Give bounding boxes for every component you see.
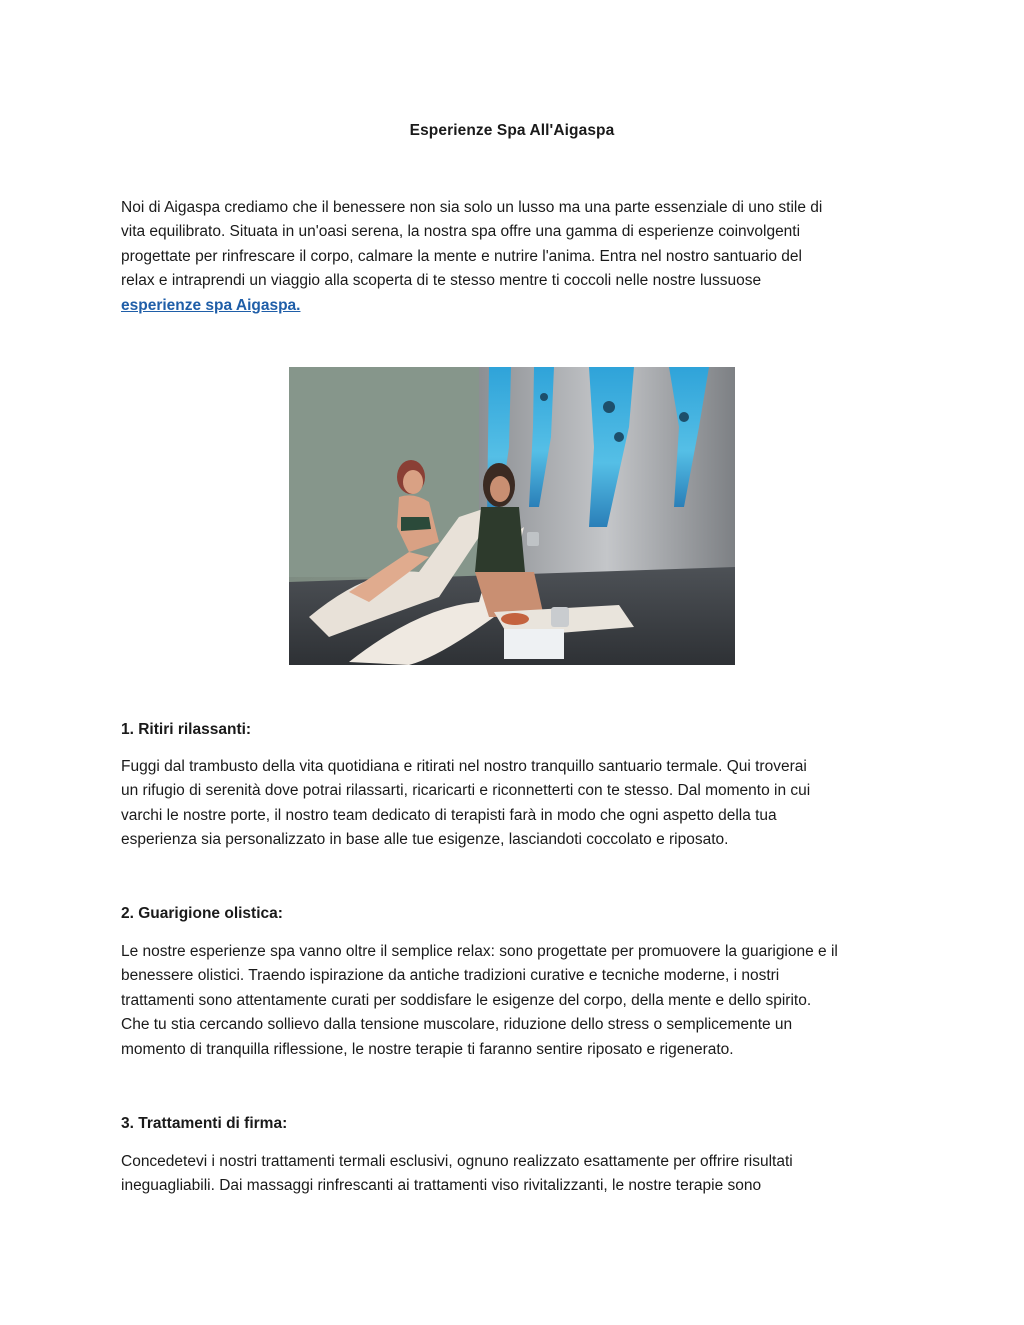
paragraph-line: Concedetevi i nostri trattamenti termali esclusivi, ognuno realizzato esattamente per offrire risultati [121, 1153, 793, 1170]
paragraph-line: Che tu stia cercando sollievo dalla tensione muscolare, riduzione dello stress o semplicemente un [121, 1016, 793, 1034]
paragraph-line: momento di tranquilla riflessione, le nostre terapie ti faranno sentire riposato e rigenerato. [121, 1040, 734, 1058]
paragraph-line: ineguagliabili. Dai massaggi rinfrescanti ai trattamenti viso rivitalizzanti, le nostre terapie sono [121, 1177, 762, 1195]
page-title: Esperienze Spa All'Aigaspa [409, 122, 615, 139]
paragraph-line: un rifugio di serenità dove potrai rilassarti, ricaricarti e riconnetterti con te stesso. Dal momento in cui [121, 782, 811, 800]
section-paragraph [121, 1150, 911, 1199]
intro-line: relax e intraprendi un viaggio alla scoperta di te stesso mentre ti coccoli nelle nostre lussuose [121, 272, 762, 290]
paragraph-line: Fuggi dal trambusto della vita quotidiana e ritirati nel nostro tranquillo santuario termale. Qui troverai [121, 758, 807, 775]
intro-line: vita equilibrato. Situata in un'oasi serena, la nostra spa offre una gamma di esperienze coinvolgenti [121, 223, 801, 241]
intro-paragraph [121, 196, 911, 318]
intro-line: progettate per rinfrescare il corpo, calmare la mente e nutrire l'anima. Entra nel nostro santuario del [121, 247, 802, 265]
paragraph-line: benessere olistici. Traendo ispirazione da antiche tradizioni curative e tecniche moderne, i nostri [121, 967, 780, 985]
paragraph-line: trattamenti sono attentamente curati per soddisfare le esigenze del corpo, della mente e dello spirito. [121, 991, 812, 1009]
section-heading: 3. Trattamenti di firma: [121, 1115, 288, 1132]
section-heading: 1. Ritiri rilassanti: [121, 721, 252, 738]
section-paragraph [121, 755, 911, 853]
section-paragraph [121, 940, 911, 1062]
intro-line: Noi di Aigaspa crediamo che il benessere non sia solo un lusso ma una parte essenziale di uno stile di [121, 199, 823, 216]
paragraph-line: Le nostre esperienze spa vanno oltre il semplice relax: sono progettate per promuovere la guarigione e il [121, 943, 838, 960]
paragraph-line: varchi le nostre porte, il nostro team dedicato di terapisti farà in modo che ogni aspetto della tua [121, 806, 777, 824]
section-heading: 2. Guarigione olistica: [121, 905, 283, 922]
spa-relaxation-photo [289, 367, 735, 665]
spa-experiences-link[interactable]: esperienze spa Aigaspa. [121, 296, 301, 314]
paragraph-line: esperienza sia personalizzato in base alle tue esigenze, lasciandoti coccolato e riposato. [121, 831, 729, 849]
